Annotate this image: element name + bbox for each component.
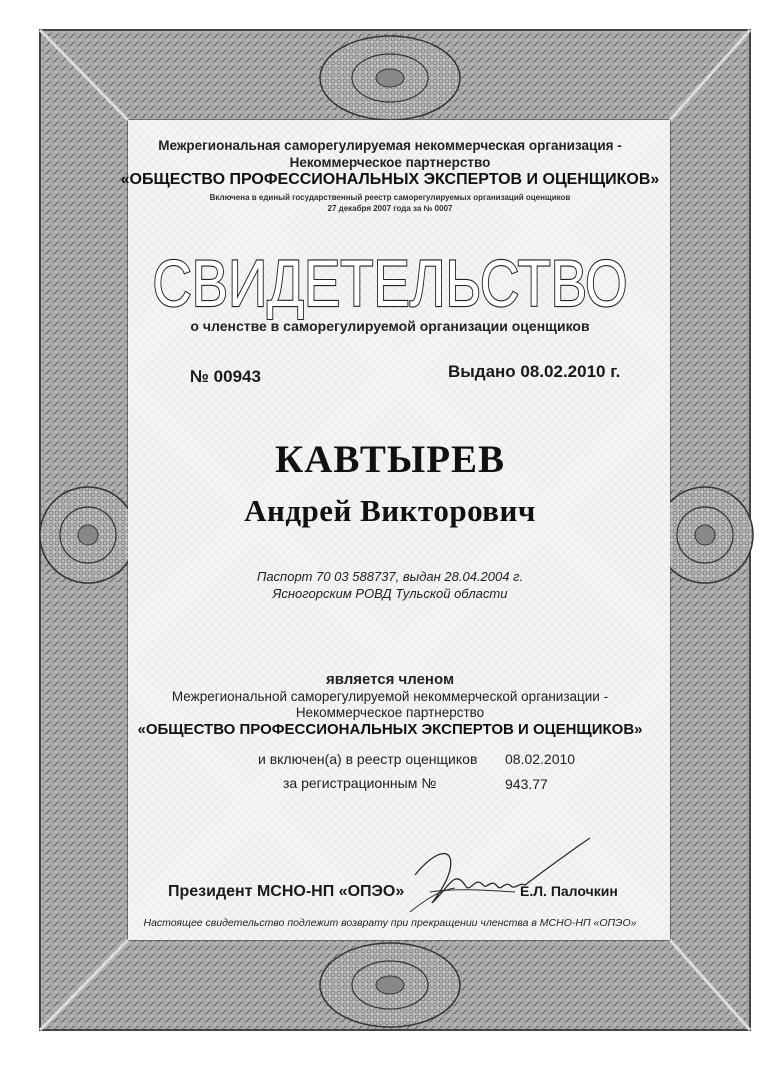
- org-name: «ОБЩЕСТВО ПРОФЕССИОНАЛЬНЫХ ЭКСПЕРТОВ И ОЦЕНЩИКОВ»: [120, 171, 660, 188]
- certificate-subtitle: о членстве в саморегулируемой организации оценщиков: [190, 318, 590, 334]
- member-surname: КАВТЫРЕВ: [274, 438, 506, 481]
- return-notice: Настоящее свидетельство подлежит возврату при прекращении членства в МСНО-НП «ОПЭО»: [143, 917, 637, 929]
- registry-note-2: 27 декабря 2007 года за № 0007: [327, 204, 453, 213]
- certificate-paper: [128, 120, 670, 940]
- membership-org-line-2: Некоммерческое партнерство: [295, 705, 485, 720]
- certificate-number: № 00943: [190, 367, 261, 386]
- membership-org-name: «ОБЩЕСТВО ПРОФЕССИОНАЛЬНЫХ ЭКСПЕРТОВ И ОЦЕНЩИКОВ»: [137, 721, 643, 738]
- certificate-title: [100, 250, 680, 320]
- rosette-bottom: [320, 943, 460, 1027]
- membership-org-line-1: Межрегиональной саморегулируемой некоммерческой организации -: [171, 689, 609, 704]
- handwritten-signature: [395, 830, 595, 925]
- president-title: Президент МСНО-НП «ОПЭО»: [168, 883, 405, 900]
- org-line-2: Некоммерческое партнерство: [289, 155, 491, 170]
- registry-inclusion-date: 08.02.2010: [505, 751, 576, 767]
- certificate-title-text: СВИДЕТЕЛЬСТВО: [152, 250, 628, 320]
- membership-heading: является членом: [325, 671, 455, 688]
- issue-date: Выдано 08.02.2010 г.: [448, 362, 621, 381]
- president-name: Е.Л. Палочкин: [520, 883, 618, 899]
- registration-number-label: за регистрационным №: [283, 775, 437, 791]
- registry-inclusion-label: и включен(а) в реестр оценщиков: [258, 751, 478, 767]
- org-line-1: Межрегиональная саморегулируемая некоммерческая организация -: [158, 138, 622, 153]
- registry-note-1: Включена в единый государственный реестр саморегулируемых организаций оценщиков: [209, 193, 571, 202]
- member-given-names: Андрей Викторович: [244, 493, 536, 528]
- rosette-top: [320, 36, 460, 120]
- passport-issuer: Ясногорским РОВД Тульской области: [272, 586, 508, 601]
- passport-details: Паспорт 70 03 588737, выдан 28.04.2004 г.: [256, 569, 524, 584]
- registration-number: 943.77: [505, 776, 548, 792]
